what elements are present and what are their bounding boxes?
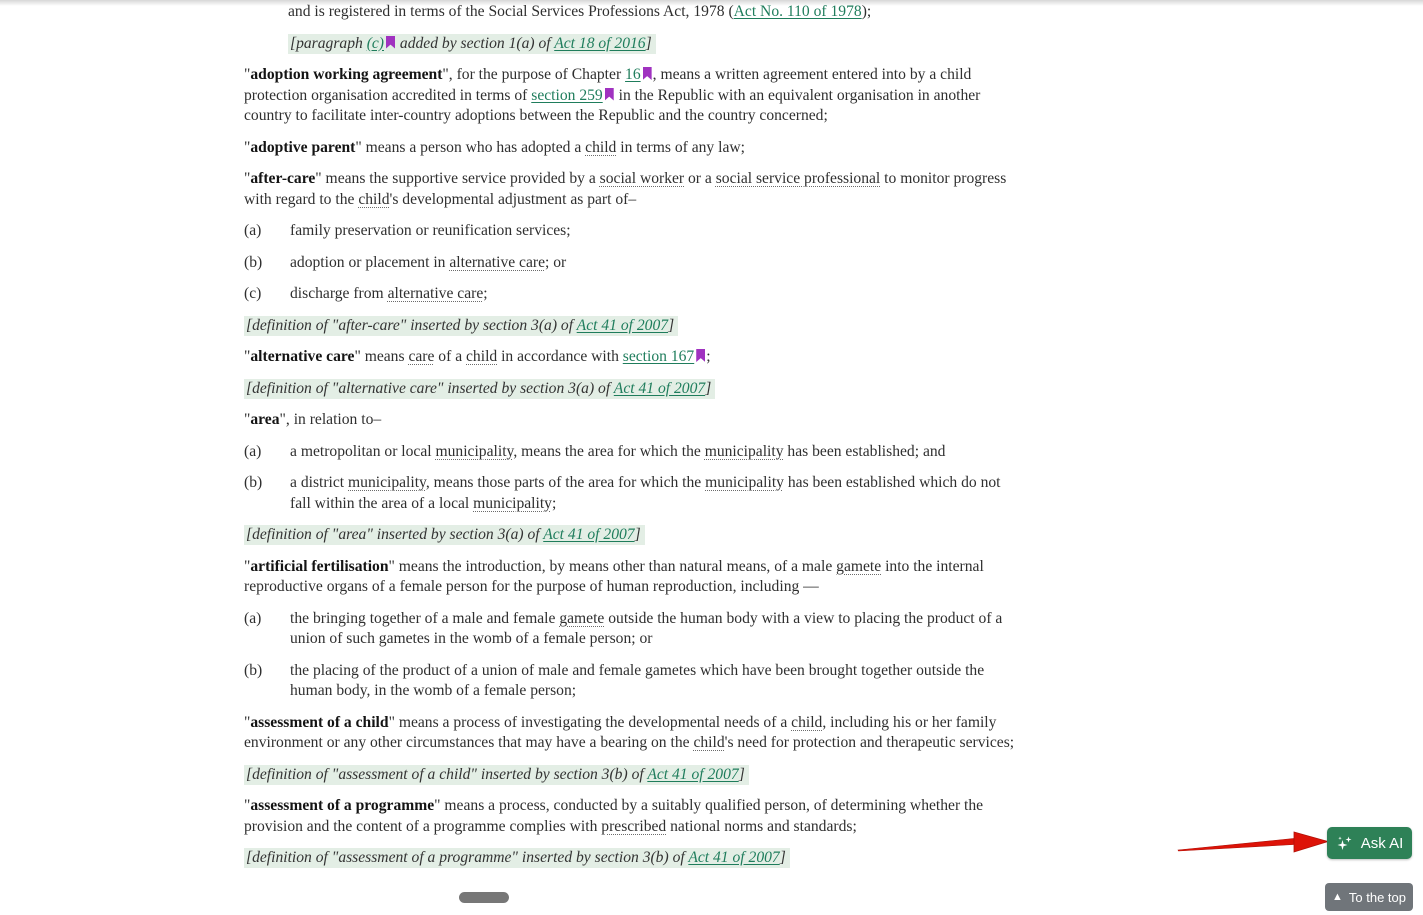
amendment-note (244, 379, 715, 399)
text-run: " (244, 138, 251, 156)
to-the-top-label: To the top (1348, 889, 1406, 905)
list-item-label: (a) (244, 442, 262, 460)
defined-term[interactable]: care (408, 348, 435, 365)
defined-term[interactable]: child (466, 348, 498, 365)
act-reference-link[interactable]: Act 18 of 2016 (554, 34, 646, 52)
text-run: discharge from (290, 285, 388, 302)
defined-term[interactable]: child (693, 734, 725, 751)
ask-ai-label: Ask AI (1360, 834, 1404, 852)
defined-term[interactable]: gamete (559, 609, 605, 627)
text-run: ", in relation to– (279, 411, 382, 428)
text-run: [definition of "alternative care" inserted by section 3(a) of (246, 379, 614, 397)
list-item-label: (c) (244, 285, 262, 302)
text-run: 's need for protection and therapeutic services; (724, 734, 1015, 751)
text-run: " means (354, 348, 409, 365)
text-run: " (244, 557, 251, 575)
text-run: [definition of "assessment of a child" inserted by section 3(b) of (246, 765, 648, 783)
definition-term: adoptive parent (250, 138, 356, 156)
definition-paragraph (244, 138, 1016, 159)
text-run: , means a written agreement entered into by a child protection organisation accredited in terms of (244, 66, 972, 104)
amendment-note (244, 848, 790, 868)
text-run: ] (779, 849, 786, 866)
text-run: , means the area for which the (513, 442, 705, 460)
text-run: " (244, 66, 251, 83)
text-run: added by section 1(a) of (396, 34, 555, 52)
text-run: has been established; and (783, 442, 946, 460)
act-reference-link[interactable]: Act 41 of 2007 (543, 526, 635, 543)
definition-term: area (250, 411, 280, 428)
amendment-note (288, 34, 656, 54)
defined-term[interactable]: social service professional (715, 170, 881, 187)
text-run: [definition of "area" inserted by section 3(a) of (246, 526, 544, 543)
defined-term[interactable]: alternative care (387, 285, 484, 302)
text-run: [definition of "assessment of a programme" inserted by section 3(b) of (246, 849, 689, 866)
text-run: [paragraph (290, 34, 367, 52)
definition-paragraph (244, 169, 1016, 210)
text-run: a metropolitan or local (290, 442, 436, 460)
text-run: and is registered in terms of the Social Services Professions Act, 1978 ( (288, 3, 734, 20)
list-item (244, 284, 1016, 305)
text-run: family preservation or reunification services; (290, 222, 571, 239)
text-run: of a (434, 348, 467, 365)
definition-term: alternative care (250, 348, 355, 365)
list-item-text (290, 285, 488, 302)
list-item-label: (a) (244, 222, 262, 239)
list-item (244, 253, 1016, 274)
text-run: or a (684, 170, 716, 187)
text-run: , means those parts of the area for which the (425, 474, 706, 491)
text-run: ; or (545, 253, 567, 271)
defined-term[interactable]: municipality (705, 474, 784, 491)
act-reference-link[interactable]: section 259 (531, 86, 603, 104)
definition-term: artificial fertilisation (250, 557, 389, 575)
text-run: in accordance with (497, 348, 623, 365)
text-run: 's developmental adjustment as part of– (389, 190, 637, 208)
amendment-annotation (244, 848, 1016, 869)
act-reference-link[interactable]: Act No. 110 of 1978 (733, 3, 862, 20)
text-run: " (244, 170, 251, 187)
definition-paragraph (244, 410, 1016, 431)
definition-paragraph (244, 347, 1016, 368)
text-run: ] (705, 379, 712, 397)
definition-term: adoption working agreement (250, 66, 443, 83)
text-run: [definition of "after-care" inserted by section 3(a) of (246, 316, 577, 334)
list-item-text (290, 474, 1001, 512)
text-run: " (244, 713, 251, 731)
amendment-annotation (244, 379, 1016, 400)
list-item-text (290, 662, 984, 700)
defined-term[interactable]: gamete (836, 557, 882, 575)
text-run: the placing of the product of a union of male and female gametes which have been brought together outside the human body, in the womb of a female person; (290, 661, 985, 699)
act-reference-link[interactable]: Act 41 of 2007 (576, 316, 669, 334)
text-run: ); (861, 3, 872, 20)
text-run: " (244, 348, 251, 365)
list-item-label: (b) (244, 474, 263, 491)
text-run: " means the supportive service provided by a (315, 170, 600, 187)
list-item (244, 473, 1016, 514)
sparkles-icon (1336, 835, 1353, 852)
amendment-note (244, 765, 749, 785)
text-run: has been established which do not fall within the area of a local (290, 474, 1001, 512)
text-run: outside the human body with a view to placing the product of a union of such gametes in the womb of a female person; or (290, 609, 1003, 647)
list-item (244, 661, 1016, 702)
amendment-note (244, 525, 645, 545)
text-run: ; (551, 494, 557, 512)
defined-term[interactable]: municipality (435, 442, 514, 460)
definition-paragraph (244, 796, 1016, 837)
horizontal-scrollbar-thumb[interactable] (459, 892, 509, 903)
definition-term: assessment of a child (250, 713, 389, 731)
text-run: , including his or her family environment or any other circumstances that may have a bearing on the (244, 713, 997, 751)
text-run: ] (645, 34, 652, 52)
list-item-text (290, 443, 945, 460)
list-item-text (290, 610, 1002, 648)
defined-term[interactable]: municipality (704, 442, 784, 460)
definition-paragraph (244, 557, 1016, 598)
act-reference-link[interactable]: Act 41 of 2007 (647, 765, 739, 783)
act-reference-link[interactable]: (c) (366, 34, 384, 52)
text-run: national norms and standards; (666, 817, 857, 835)
list-item-text (290, 254, 566, 271)
text-run: to monitor progress with regard to the (244, 170, 1007, 208)
amendment-annotation (288, 34, 1016, 55)
text-run: " means a process of investigating the developmental needs of a (388, 713, 792, 731)
definition-paragraph (244, 65, 1016, 127)
defined-term[interactable]: child (585, 138, 617, 156)
list-item-text (290, 222, 571, 239)
text-run: ", for the purpose of Chapter (442, 66, 626, 83)
definition-paragraph (244, 713, 1016, 754)
text-run: " means a person who has adopted a (355, 138, 586, 156)
text-run: " (244, 411, 251, 428)
text-run: " means a process, conducted by a suitably qualified person, of determining whether the provision and the content of a programme complies with (244, 797, 984, 835)
text-run: adoption or placement in (290, 253, 450, 271)
defined-term[interactable]: municipality (348, 474, 426, 491)
act-reference-link[interactable]: 16 (625, 66, 641, 83)
text-run: " means the introduction, by means other than natural means, of a male (388, 557, 837, 575)
amendment-annotation (244, 765, 1016, 786)
act-reference-link[interactable]: section 167 (622, 348, 695, 365)
text-run: ; (706, 348, 711, 365)
up-triangle-icon: ▲ (1332, 891, 1343, 903)
list-item-label: (a) (244, 609, 262, 627)
bookmark-icon[interactable] (696, 349, 705, 362)
defined-term[interactable]: child (791, 713, 823, 731)
definition-term: assessment of a programme (250, 797, 435, 814)
text-run: a district (290, 474, 349, 491)
list-item-label: (b) (244, 661, 263, 679)
act-reference-link[interactable]: Act 41 of 2007 (688, 849, 780, 866)
bookmark-icon[interactable] (605, 88, 614, 101)
text-run: ; (483, 285, 488, 302)
list-item (244, 442, 1016, 463)
bookmark-icon[interactable] (643, 67, 652, 80)
text-run: in the Republic with an equivalent organisation in another country to facilitate inter-country adoptions between the Republic and the country concerned; (244, 86, 981, 124)
text-run: in terms of any law; (616, 138, 745, 156)
list-item (244, 221, 1016, 242)
text-run: ] (738, 765, 745, 783)
to-the-top-button[interactable] (1325, 883, 1413, 911)
act-reference-link[interactable]: Act 41 of 2007 (613, 379, 706, 397)
amendment-annotation (244, 525, 1016, 546)
text-run: ] (668, 316, 675, 334)
paragraph-continuation (288, 2, 1016, 23)
bookmark-icon[interactable] (386, 36, 395, 49)
defined-term[interactable]: municipality (473, 494, 552, 512)
defined-term[interactable]: child (358, 190, 390, 208)
definition-term: after-care (250, 170, 316, 187)
list-item (244, 609, 1016, 650)
text-run: the bringing together of a male and female (290, 609, 560, 627)
text-run: into the internal reproductive organs of a female person for the purpose of human reproduction, including — (244, 557, 984, 595)
list-item-label: (b) (244, 253, 263, 271)
amendment-note (244, 316, 678, 336)
defined-term[interactable]: alternative care (449, 253, 546, 271)
text-run: ] (634, 526, 641, 543)
ask-ai-button[interactable] (1327, 827, 1412, 859)
defined-term[interactable]: prescribed (601, 817, 667, 835)
text-run: " (244, 797, 251, 814)
document-content (244, 2, 1016, 880)
amendment-annotation (244, 316, 1016, 337)
red-arrow-annotation (1172, 824, 1332, 862)
defined-term[interactable]: social worker (599, 170, 685, 187)
